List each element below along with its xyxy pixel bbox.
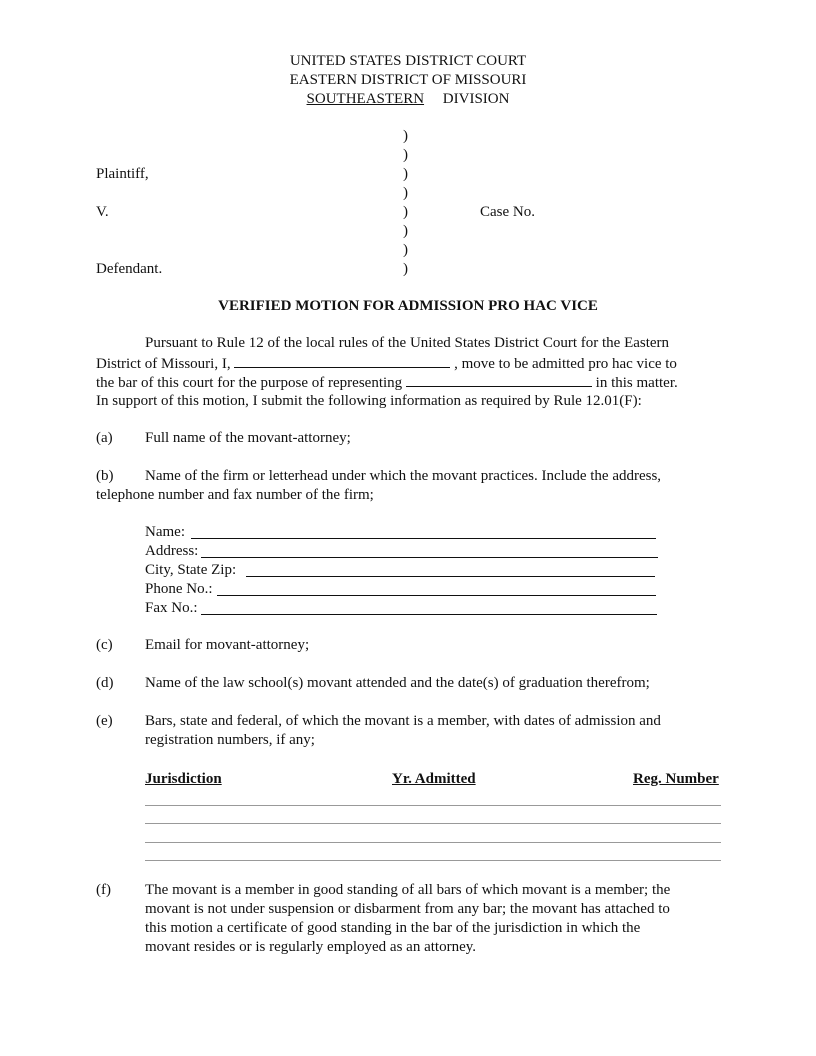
- item-b-text: telephone number and fax number of the firm;: [96, 487, 374, 503]
- caption-paren: ): [403, 147, 408, 163]
- item-b-label: (b): [96, 468, 114, 484]
- item-d-text: Name of the law school(s) movant attended and the date(s) of graduation therefrom;: [145, 675, 650, 691]
- client-name-blank[interactable]: [406, 372, 592, 387]
- intro-text: in this matter.: [595, 375, 678, 391]
- bar-table-row-line[interactable]: [145, 805, 721, 806]
- bar-table-row-line[interactable]: [145, 860, 721, 861]
- caption-paren: ): [403, 166, 408, 182]
- item-b-text: Name of the firm or letterhead under which the movant practices. Include the address,: [145, 468, 662, 484]
- intro-text: , move to be admitted pro hac vice to: [454, 356, 677, 372]
- caption-paren: ): [403, 185, 408, 201]
- item-f-text: movant is not under suspension or disbarment from any bar; the movant has attached to: [145, 901, 670, 917]
- division-label: DIVISION: [442, 91, 510, 107]
- item-e-text: registration numbers, if any;: [145, 732, 315, 748]
- intro-line-3: [96, 372, 678, 393]
- item-e-text: Bars, state and federal, of which the movant is a member, with dates of admission and: [145, 713, 661, 729]
- firm-fax-field[interactable]: [201, 614, 657, 615]
- division-line: [0, 90, 816, 109]
- caption-paren: ): [403, 242, 408, 258]
- intro-text: the bar of this court for the purpose of representing: [96, 375, 403, 391]
- item-c-text: Email for movant-attorney;: [145, 637, 310, 653]
- firm-city-field[interactable]: [246, 576, 655, 577]
- item-f-label: (f): [96, 882, 111, 898]
- defendant-label: Defendant.: [96, 261, 163, 277]
- intro-line-1: Pursuant to Rule 12 of the local rules of the United States District Court for the Eastern: [145, 335, 670, 351]
- motion-title: VERIFIED MOTION FOR ADMISSION PRO HAC VICE: [218, 298, 598, 314]
- bar-table-row-line[interactable]: [145, 823, 721, 824]
- item-a-label: (a): [96, 430, 113, 446]
- attorney-name-blank[interactable]: [234, 353, 450, 368]
- item-f-text: movant resides or is regularly employed as an attorney.: [145, 939, 477, 955]
- firm-city-label: City, State Zip:: [145, 562, 237, 578]
- plaintiff-label: Plaintiff,: [96, 166, 149, 182]
- intro-line-4: In support of this motion, I submit the following information as required by Rule 12.01(F):: [96, 393, 642, 409]
- reg-number-header: Reg. Number: [633, 771, 719, 787]
- district-name: EASTERN DISTRICT OF MISSOURI: [289, 72, 527, 88]
- firm-address-field[interactable]: [201, 557, 658, 558]
- item-a-text: Full name of the movant-attorney;: [145, 430, 351, 446]
- intro-text: District of Missouri, I,: [96, 356, 231, 372]
- firm-phone-label: Phone No.:: [145, 581, 213, 597]
- court-name: UNITED STATES DISTRICT COURT: [289, 53, 527, 69]
- versus-label: V.: [96, 204, 109, 220]
- caption-paren: ): [403, 204, 408, 220]
- year-admitted-header: Yr. Admitted: [392, 771, 476, 787]
- caption-paren: ): [403, 128, 408, 144]
- item-e-label: (e): [96, 713, 113, 729]
- division-name: SOUTHEASTERN: [306, 91, 425, 107]
- firm-name-field[interactable]: [191, 538, 656, 539]
- item-f-text: The movant is a member in good standing of all bars of which movant is a member; the: [145, 882, 671, 898]
- case-number-label: Case No.: [480, 204, 535, 220]
- jurisdiction-header: Jurisdiction: [145, 771, 222, 787]
- firm-fax-label: Fax No.:: [145, 600, 198, 616]
- item-c-label: (c): [96, 637, 113, 653]
- firm-address-label: Address:: [145, 543, 199, 559]
- firm-name-label: Name:: [145, 524, 185, 540]
- bar-table-row-line[interactable]: [145, 842, 721, 843]
- caption-paren: ): [403, 223, 408, 239]
- item-f-text: this motion a certificate of good standing in the bar of the jurisdiction in which the: [145, 920, 641, 936]
- item-d-label: (d): [96, 675, 114, 691]
- caption-paren: ): [403, 261, 408, 277]
- firm-phone-field[interactable]: [217, 595, 656, 596]
- intro-line-2: [96, 353, 677, 374]
